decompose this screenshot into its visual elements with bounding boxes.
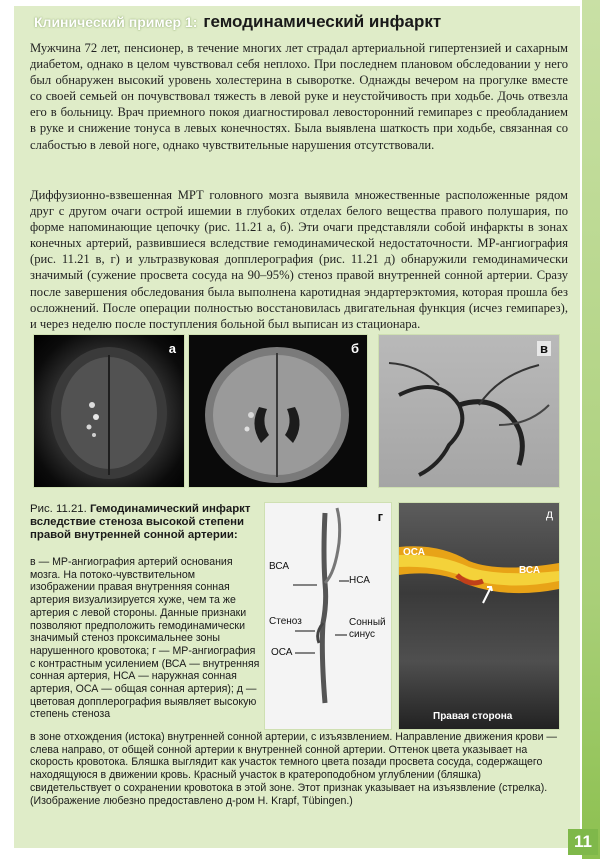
side-color-bar: [574, 0, 600, 859]
angio-label-vsa: ВСА: [269, 561, 290, 572]
figure-label-a: а: [168, 341, 176, 356]
mri-flair-image: [188, 334, 368, 488]
figure-label-g: г: [377, 509, 383, 524]
mri-diffusion-drawing: [34, 335, 184, 487]
figure-caption-text-wide: в зоне отхождения (истока) внутренней сонной артерии, с изъязвлением. Направление движения крови — слева направо, от общей сонной артерии к внутренней сонной артерии. Оттенок цвета указывает на скорость кровотока. Бляшка выглядит как участок темного цвета позади просвета сосуда, содержащего находящуюся в движении кровь. Красный участок в кратероподобном углублении (бляшка) свидетельствует о сохранении кровотока в этой зоне. Этот признак указывает на изъязвление (стрелка). (Изображение любезно предоставлено д-ром H. Krapf, Tübingen.): [30, 731, 558, 807]
figure-label-v: в: [537, 341, 551, 356]
case-paragraph-2: Диффузионно-взвешенная МРТ головного мозга выявила множественные расположенные рядом друг с другом очаги острой ишемии в глубоких отделах белого вещества правого полушария, по форме напоминающие цепочку (рис. 11.21 а, б). Эти очаги представляли собой инфаркты в зонах конечных артерий, развившиеся вследствие гемодинамической недостаточности. МР-ангиография (рис. 11.21 в, г) и ультразвуковая допплерография (рис. 11.21 д) обнаружили гемодинамически значимый (сужение просвета сосуда на 90–95%) стеноз правой внутренней сонной артерии. Сразу после завершения обследования была выполнена каротидная эндартерэктомия, которая прошла без осложнений. После операции полностью восстановилась двигательная функция (исчез гемипарез), и через неделю после поступления больной был выписан из стационара.: [30, 188, 568, 331]
mr-angiography-drawing: [379, 335, 559, 487]
figure-title: Гемодинамический инфаркт вследствие стеноза высокой степени правой внутренней сонной артерии:: [30, 503, 251, 541]
figure-caption-title: [30, 503, 258, 542]
angio-label-sinus: Сонный синус: [349, 617, 386, 640]
neck-angiography-image: [264, 502, 392, 730]
case-header-title: гемодинамический инфаркт: [203, 12, 442, 31]
us-label-osa: ОСА: [403, 547, 425, 558]
doppler-drawing: [399, 503, 559, 729]
angio-label-stenosis: Стеноз: [269, 616, 302, 627]
mri-flair-drawing: [189, 335, 367, 487]
figure-number: Рис. 11.21.: [30, 503, 87, 515]
angio-label-nsa: НСА: [349, 575, 370, 586]
mri-diffusion-image: [33, 334, 185, 488]
figure-label-b: б: [350, 341, 359, 356]
doppler-ultrasound-image: [398, 502, 560, 730]
us-label-side: Правая сторона: [433, 711, 513, 722]
case-header: [14, 6, 580, 38]
figure-caption-text-narrow: в — МР-ангиография артерий основания мозга. На потоко-чувствительном изображении правая внутренняя сонная артерия визуализируется хуже, чем та же артерия с левой стороны. Данные признаки позволяют предположить гемодинамически значимый стеноз проксимальнее зоны нарушенного кровотока; г — МР-ангиография с контрастным усилением (ВСА — внутренняя сонная артерия, НСА — наружная сонная артерия, ОСА — общая сонная артерия); д — цветовая допплерография выявляет высокую степень стеноза: [30, 556, 260, 721]
case-paragraph-1: Мужчина 72 лет, пенсионер, в течение многих лет страдал артериальной гипертензией и сахарным диабетом, однако в целом чувствовал себя неплохо. При последнем плановом обследовании у него был обнаружен высокий уровень холестерина в сыворотке. Однажды вечером на прогулке вместе со своей семьей он почувствовал тяжесть в левой руке и неустойчивость при ходьбе. Дочь отвезла его в больницу. Врач приемного покоя диагностировал левосторонний гемипарез с преобладанием в руке и снижение тонуса в левых конечностях. Была выявлена шаткость при ходьбе, связанная со слабостью в левой ноге, однако чувствительные нарушения отсутствовали.: [30, 41, 568, 152]
mr-angiography-brain-image: [378, 334, 560, 488]
figure-label-d: д: [545, 507, 553, 521]
angio-label-osa: ОСА: [271, 647, 293, 658]
us-label-vsa: ВСА: [519, 565, 541, 576]
page-number: 11: [568, 829, 598, 855]
case-header-prefix: Клинический пример 1:: [34, 14, 198, 30]
